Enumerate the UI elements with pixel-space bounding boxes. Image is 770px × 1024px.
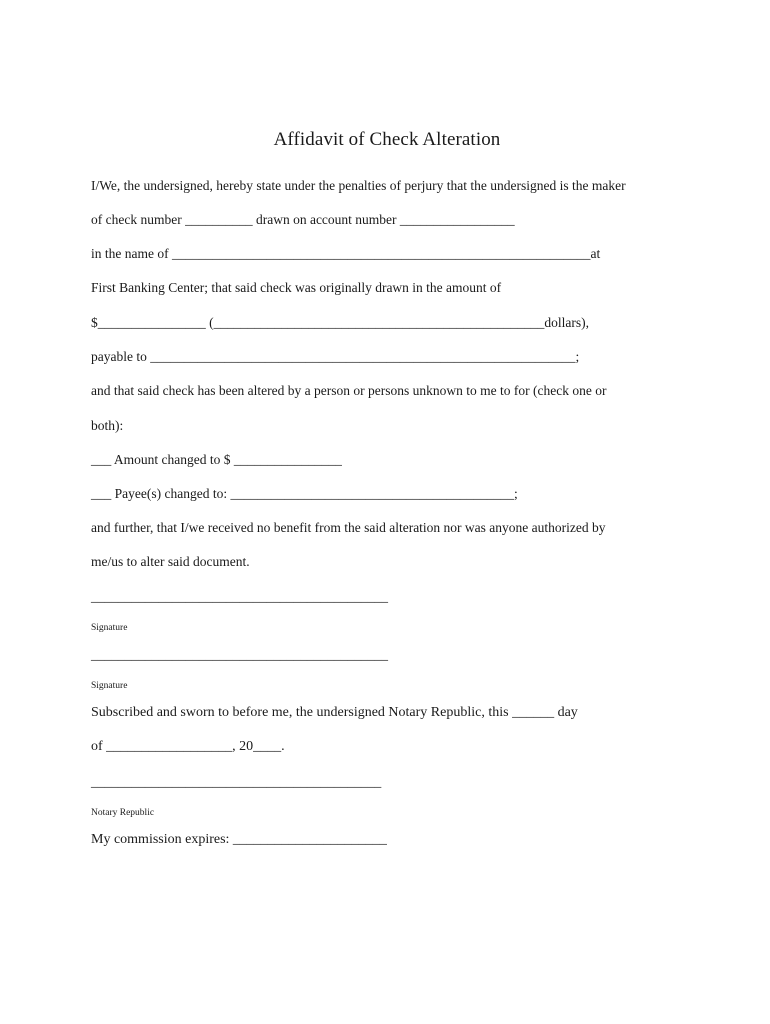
amount-changed-line: ___ Amount changed to $ ________________: [91, 452, 342, 467]
signature-line-2: ____________________________________________: [91, 647, 388, 662]
body-line-5: $________________ (_________________________________________________dollars),: [91, 315, 589, 330]
body-line-8: both):: [91, 418, 124, 433]
body-line-12: me/us to alter said document.: [91, 554, 250, 569]
document-title: Affidavit of Check Alteration: [273, 129, 501, 150]
body-line-11: and further, that I/we received no benefit from the said alteration nor was anyone authorized by: [91, 520, 606, 535]
signature-caption-2: Signature: [91, 681, 128, 691]
body-line-6: payable to _______________________________________________________________;: [91, 349, 580, 364]
notary-caption: Notary Republic: [91, 808, 155, 818]
signature-line-1: ____________________________________________: [91, 589, 388, 604]
body-line-3: in the name of ______________________________________________________________at: [91, 246, 601, 261]
body-line-4: First Banking Center; that said check was originally drawn in the amount of: [91, 280, 502, 295]
notary-text-2: of __________________, 20____.: [91, 739, 285, 754]
commission-expires-line: My commission expires: ______________________: [91, 832, 387, 847]
body-line-7: and that said check has been altered by a person or persons unknown to me to for (check one or: [91, 383, 607, 398]
notary-signature-line: ___________________________________________: [91, 774, 382, 789]
notary-text-1: Subscribed and sworn to before me, the undersigned Notary Republic, this ______ day: [91, 705, 578, 720]
body-line-2: of check number __________ drawn on account number _________________: [91, 212, 515, 227]
body-line-1: I/We, the undersigned, hereby state under the penalties of perjury that the undersigned is the maker: [91, 178, 626, 193]
payee-changed-line: ___ Payee(s) changed to: __________________________________________;: [91, 486, 518, 501]
signature-caption-1: Signature: [91, 623, 128, 633]
